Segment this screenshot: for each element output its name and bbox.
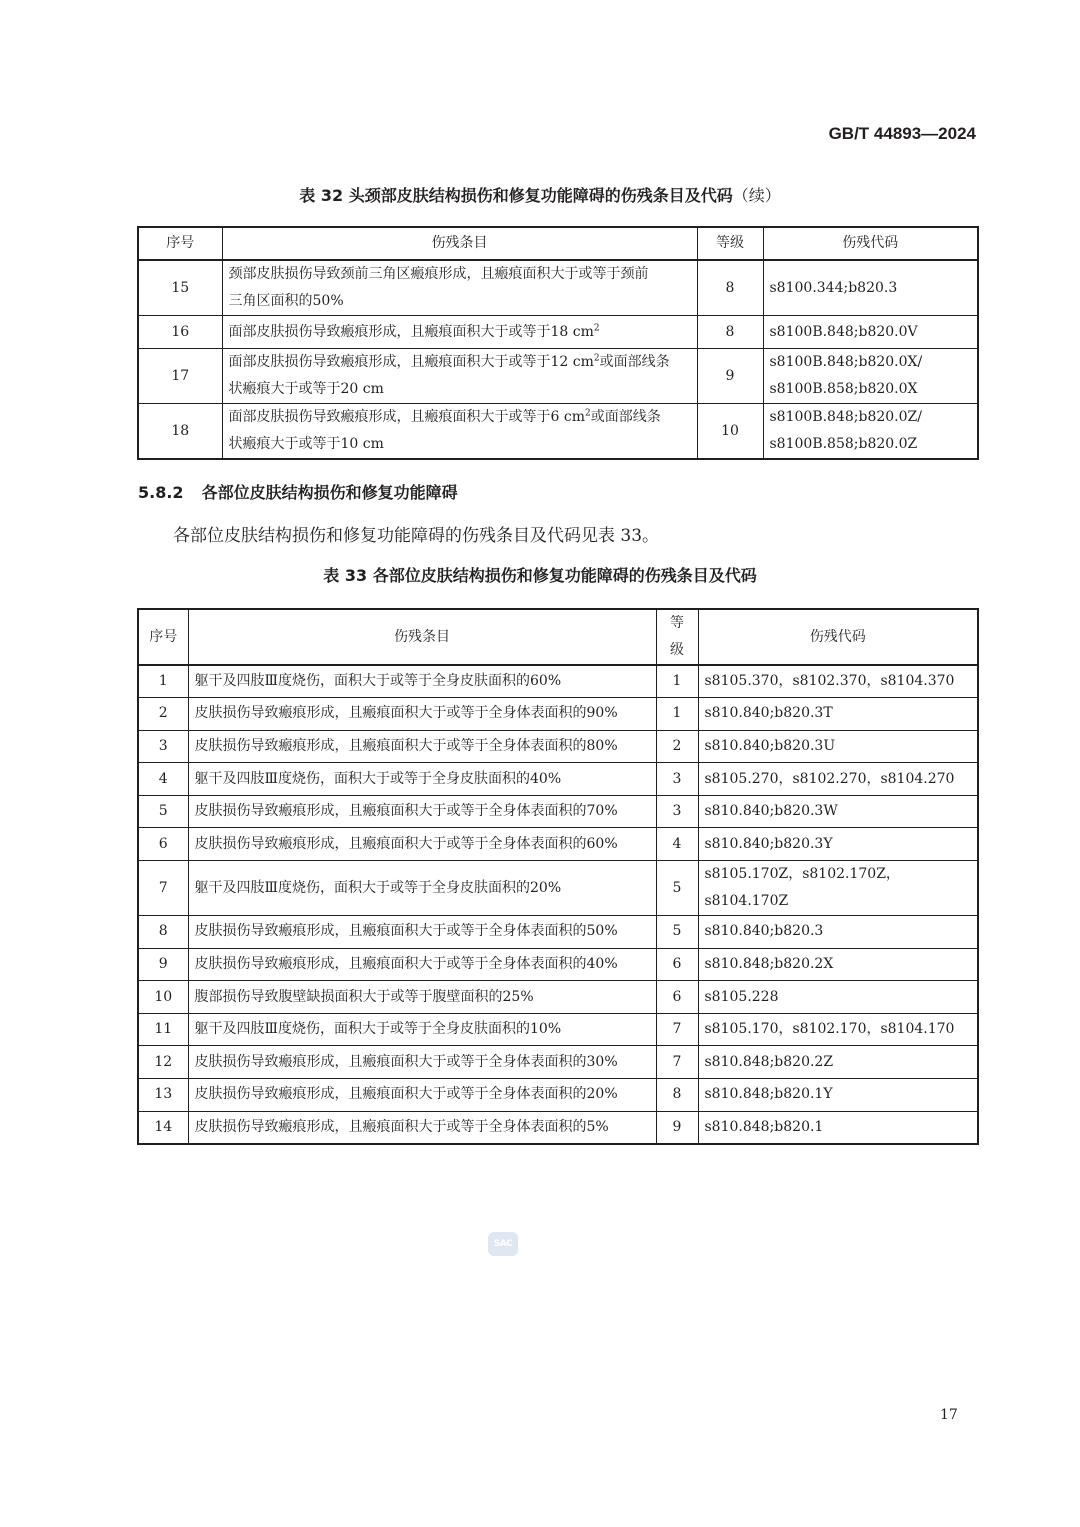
table-33-header-row: [138, 609, 978, 665]
row-grade: 8: [697, 260, 763, 316]
table-row: [138, 763, 978, 796]
row-item: 皮肤损伤导致瘢痕形成，且瘢痕面积大于或等于全身体表面积的5%: [188, 1111, 656, 1144]
row-no: 9: [138, 948, 188, 981]
section-number: 5.8.2: [138, 483, 184, 502]
row-item-text-a: 面部皮肤损伤导致瘢痕形成，且瘢痕面积大于或等于6 cm: [228, 409, 585, 425]
table-32-header-row: [138, 227, 978, 260]
table-row: [138, 1079, 978, 1112]
column-header-grade: 等级: [697, 227, 763, 260]
row-item-line2: 状瘢痕大于或等于10 cm: [228, 436, 384, 452]
table-row: [138, 665, 978, 698]
column-header-code: 伤残代码: [763, 227, 978, 260]
superscript: 2: [593, 353, 600, 364]
sac-watermark-logo: SAC: [488, 1232, 518, 1256]
row-code: s810.840;b820.3U: [698, 730, 978, 763]
row-code-line1: s8100B.848;b820.0X/: [769, 354, 923, 370]
row-code-line2: s8100B.858;b820.0X: [769, 381, 918, 397]
row-item-line1: 颈部皮肤损伤导致颈前三角区瘢痕形成，且瘢痕面积大于或等于颈前: [228, 266, 649, 282]
row-no: 11: [138, 1013, 188, 1046]
row-no: 16: [138, 316, 222, 349]
row-grade: 5: [656, 916, 698, 949]
row-grade: 2: [656, 730, 698, 763]
row-no: 8: [138, 916, 188, 949]
row-item: 皮肤损伤导致瘢痕形成，且瘢痕面积大于或等于全身体表面积的50%: [188, 916, 656, 949]
row-no: 2: [138, 698, 188, 731]
table-row: [138, 948, 978, 981]
table-row: [138, 730, 978, 763]
row-item: 皮肤损伤导致瘢痕形成，且瘢痕面积大于或等于全身体表面积的20%: [188, 1079, 656, 1112]
column-header-grade: [656, 609, 698, 665]
table-row: [138, 1111, 978, 1144]
page-number: 17: [940, 1407, 958, 1423]
row-code: s810.840;b820.3: [698, 916, 978, 949]
row-code: s810.840;b820.3W: [698, 795, 978, 828]
row-item: 躯干及四肢Ⅲ度烧伤，面积大于或等于全身皮肤面积的40%: [188, 763, 656, 796]
standard-code: GB/T 44893—2024: [828, 124, 976, 143]
row-item: 皮肤损伤导致瘢痕形成，且瘢痕面积大于或等于全身体表面积的70%: [188, 795, 656, 828]
superscript: 2: [593, 322, 600, 333]
column-header-grade-line2: 级: [670, 642, 684, 658]
row-grade: 1: [656, 665, 698, 698]
row-code-line1: s8100B.848;b820.0Z/: [769, 409, 922, 425]
row-no: 13: [138, 1079, 188, 1112]
row-code: s810.848;b820.1: [698, 1111, 978, 1144]
row-grade: 7: [656, 1013, 698, 1046]
table-32: [137, 226, 979, 460]
column-header-no: 序号: [138, 609, 188, 665]
column-header-grade-line1: 等: [670, 615, 684, 631]
table-row: [138, 1013, 978, 1046]
column-header-item: 伤残条目: [188, 609, 656, 665]
row-item-line2: 三角区面积的50%: [228, 293, 344, 309]
row-item: 躯干及四肢Ⅲ度烧伤，面积大于或等于全身皮肤面积的10%: [188, 1013, 656, 1046]
row-item: 腹部损伤导致腹壁缺损面积大于或等于腹壁面积的25%: [188, 981, 656, 1014]
row-code: s810.848;b820.1Y: [698, 1079, 978, 1112]
row-no: 10: [138, 981, 188, 1014]
row-no: 15: [138, 260, 222, 316]
table-row: [138, 828, 978, 861]
row-item: 皮肤损伤导致瘢痕形成，且瘢痕面积大于或等于全身体表面积的80%: [188, 730, 656, 763]
row-item: 皮肤损伤导致瘢痕形成，且瘢痕面积大于或等于全身体表面积的90%: [188, 698, 656, 731]
table-row: [138, 916, 978, 949]
row-item: 躯干及四肢Ⅲ度烧伤，面积大于或等于全身皮肤面积的20%: [188, 861, 656, 916]
row-item: 皮肤损伤导致瘢痕形成，且瘢痕面积大于或等于全身体表面积的30%: [188, 1046, 656, 1079]
row-code: s8105.170Z，s8102.170Z，s8104.170Z: [698, 861, 978, 916]
row-no: 17: [138, 349, 222, 404]
row-grade: 1: [656, 698, 698, 731]
row-item-text-a: 面部皮肤损伤导致瘢痕形成，且瘢痕面积大于或等于12 cm: [228, 354, 594, 370]
row-item-text-b: 或面部线条: [590, 409, 661, 425]
row-code: s810.840;b820.3T: [698, 698, 978, 731]
row-code-line2: s8100B.858;b820.0Z: [769, 436, 918, 452]
column-header-code: 伤残代码: [698, 609, 978, 665]
row-code: s810.848;b820.2Z: [698, 1046, 978, 1079]
table-33-body: [138, 665, 978, 1144]
table-row: [138, 698, 978, 731]
column-header-item: 伤残条目: [222, 227, 697, 260]
row-grade: 3: [656, 795, 698, 828]
row-code: s8100B.848;b820.0V: [763, 316, 978, 349]
row-no: 12: [138, 1046, 188, 1079]
row-no: 5: [138, 795, 188, 828]
table-row: [138, 861, 978, 916]
row-grade: 5: [656, 861, 698, 916]
row-grade: 4: [656, 828, 698, 861]
row-code: s8105.228: [698, 981, 978, 1014]
section-heading: [138, 480, 458, 503]
row-item-line1: [229, 349, 691, 376]
table-row: [138, 316, 978, 349]
row-grade: 9: [656, 1111, 698, 1144]
row-grade: 7: [656, 1046, 698, 1079]
row-grade: 8: [697, 316, 763, 349]
table-row: [138, 1046, 978, 1079]
row-no: 1: [138, 665, 188, 698]
row-code: s810.840;b820.3Y: [698, 828, 978, 861]
row-grade: 9: [697, 349, 763, 404]
row-no: 18: [138, 404, 222, 460]
row-grade: 6: [656, 981, 698, 1014]
table-row: [138, 404, 978, 460]
row-no: 7: [138, 861, 188, 916]
row-item-line1: [229, 404, 691, 431]
table-33: [137, 608, 979, 1145]
row-code: s8105.270，s8102.270，s8104.270: [698, 763, 978, 796]
table-32-caption-text: 表 32 头颈部皮肤结构损伤和修复功能障碍的伤残条目及代码: [299, 186, 733, 205]
row-no: 6: [138, 828, 188, 861]
superscript: 2: [584, 408, 591, 419]
row-grade: 3: [656, 763, 698, 796]
table-32-caption: [0, 183, 1080, 206]
row-no: 4: [138, 763, 188, 796]
row-code: s8105.370，s8102.370，s8104.370: [698, 665, 978, 698]
table-33-caption: 表 33 各部位皮肤结构损伤和修复功能障碍的伤残条目及代码: [323, 566, 757, 585]
table-32-continued: （续）: [732, 186, 781, 205]
row-item: 皮肤损伤导致瘢痕形成，且瘢痕面积大于或等于全身体表面积的40%: [188, 948, 656, 981]
table-row: [138, 795, 978, 828]
section-title: 各部位皮肤结构损伤和修复功能障碍: [201, 483, 458, 502]
row-code: s810.848;b820.2X: [698, 948, 978, 981]
row-grade: 10: [697, 404, 763, 460]
section-paragraph: 各部位皮肤结构损伤和修复功能障碍的伤残条目及代码见表 33。: [173, 526, 660, 546]
column-header-no: 序号: [138, 227, 222, 260]
row-grade: 8: [656, 1079, 698, 1112]
row-no: 3: [138, 730, 188, 763]
row-no: 14: [138, 1111, 188, 1144]
table-row: [138, 349, 978, 404]
row-item: 皮肤损伤导致瘢痕形成，且瘢痕面积大于或等于全身体表面积的60%: [188, 828, 656, 861]
row-item-text-b: 或面部线条: [599, 354, 670, 370]
table-row: [138, 981, 978, 1014]
row-item-text: 面部皮肤损伤导致瘢痕形成，且瘢痕面积大于或等于18 cm: [228, 323, 594, 340]
row-grade: 6: [656, 948, 698, 981]
row-item: [222, 316, 697, 349]
row-code: s8100.344;b820.3: [763, 260, 978, 316]
row-item: 躯干及四肢Ⅲ度烧伤，面积大于或等于全身皮肤面积的60%: [188, 665, 656, 698]
row-item-line2: 状瘢痕大于或等于20 cm: [228, 381, 384, 397]
row-code: s8105.170，s8102.170，s8104.170: [698, 1013, 978, 1046]
table-row: [138, 260, 978, 316]
